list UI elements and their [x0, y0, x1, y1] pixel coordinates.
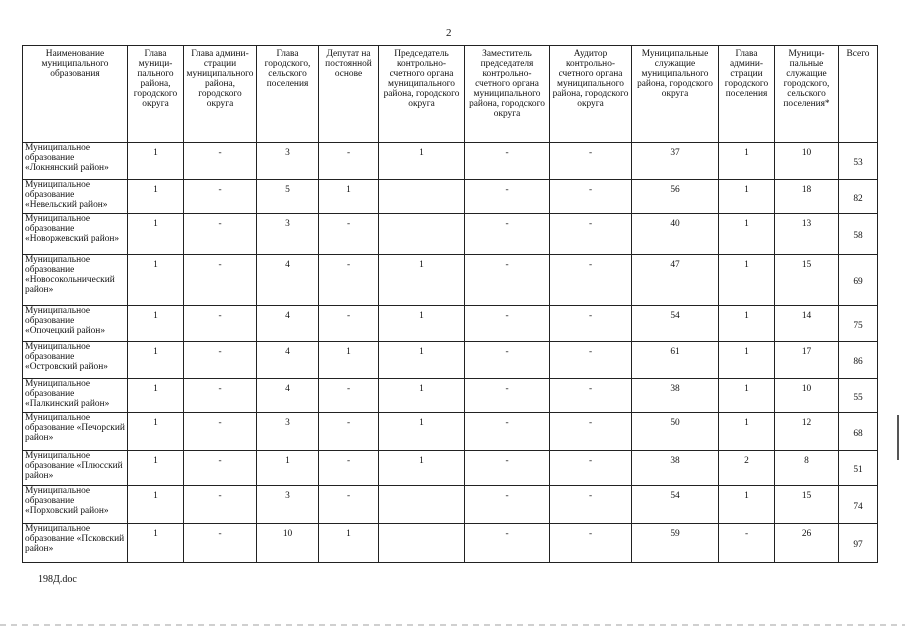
value-cell: 1: [319, 180, 379, 214]
col-header-settlement-head: Глава городского, сельского поселения: [257, 46, 319, 143]
value-cell: -: [550, 413, 632, 451]
value-cell: -: [184, 342, 257, 379]
value-cell: 3: [257, 413, 319, 451]
value-cell: [379, 486, 465, 524]
value-cell: 1: [128, 413, 184, 451]
value-cell: -: [465, 413, 550, 451]
col-header-audit-deputy-chair: Заместитель председателя контрольно-счетного органа муниципального района, городского округа: [465, 46, 550, 143]
col-header-auditor: Аудитор контрольно-счетного органа муниципального района, городского округа: [550, 46, 632, 143]
value-cell: 1: [128, 342, 184, 379]
col-header-deputy: Депутат на постоянной основе: [319, 46, 379, 143]
value-cell: 4: [257, 306, 319, 342]
municipality-name-cell: Муниципальное образование «Островский район»: [23, 342, 128, 379]
value-cell: -: [184, 255, 257, 306]
value-cell: -: [465, 143, 550, 180]
value-cell: 1: [719, 143, 775, 180]
value-cell: -: [550, 255, 632, 306]
value-cell: [379, 180, 465, 214]
total-cell: 82: [839, 180, 878, 214]
total-cell: 55: [839, 379, 878, 413]
value-cell: -: [184, 306, 257, 342]
value-cell: 1: [128, 451, 184, 486]
value-cell: 1: [719, 486, 775, 524]
value-cell: 1: [319, 342, 379, 379]
value-cell: 1: [719, 306, 775, 342]
value-cell: -: [550, 342, 632, 379]
value-cell: -: [550, 486, 632, 524]
table-row: [23, 342, 878, 379]
value-cell: 26: [775, 524, 839, 563]
total-cell: 75: [839, 306, 878, 342]
value-cell: 2: [719, 451, 775, 486]
value-cell: -: [184, 379, 257, 413]
value-cell: -: [465, 486, 550, 524]
value-cell: -: [465, 342, 550, 379]
value-cell: 1: [128, 306, 184, 342]
table-body: [23, 143, 878, 563]
value-cell: 17: [775, 342, 839, 379]
value-cell: 1: [379, 413, 465, 451]
table-row: [23, 413, 878, 451]
total-cell: 69: [839, 255, 878, 306]
value-cell: -: [550, 524, 632, 563]
value-cell: -: [319, 486, 379, 524]
value-cell: [379, 524, 465, 563]
value-cell: 40: [632, 214, 719, 255]
value-cell: 12: [775, 413, 839, 451]
value-cell: -: [184, 180, 257, 214]
table-row: [23, 214, 878, 255]
value-cell: 1: [128, 214, 184, 255]
value-cell: 3: [257, 214, 319, 255]
table-row: [23, 379, 878, 413]
municipality-name-cell: Муниципальное образование «Новоржевский район»: [23, 214, 128, 255]
col-header-district-head: Глава муници-пального района, городского округа: [128, 46, 184, 143]
scan-artifact-mark: [897, 415, 899, 460]
value-cell: 15: [775, 486, 839, 524]
col-header-name: Наименование муниципального образования: [23, 46, 128, 143]
value-cell: -: [319, 379, 379, 413]
col-header-district-servants: Муниципальные служащие муниципального района, городского округа: [632, 46, 719, 143]
value-cell: -: [550, 451, 632, 486]
municipality-name-cell: Муниципальное образование «Невельский район»: [23, 180, 128, 214]
value-cell: -: [184, 214, 257, 255]
value-cell: 1: [719, 180, 775, 214]
municipality-name-cell: Муниципальное образование «Печорский район»: [23, 413, 128, 451]
value-cell: 1: [379, 379, 465, 413]
value-cell: -: [465, 180, 550, 214]
value-cell: 1: [128, 143, 184, 180]
value-cell: -: [465, 214, 550, 255]
value-cell: 1: [379, 143, 465, 180]
value-cell: 1: [719, 379, 775, 413]
value-cell: 10: [775, 143, 839, 180]
value-cell: -: [550, 379, 632, 413]
table-row: [23, 180, 878, 214]
scan-artifact-line: [0, 624, 905, 626]
value-cell: -: [184, 451, 257, 486]
value-cell: 1: [128, 255, 184, 306]
municipality-name-cell: Муниципальное образование «Псковский район»: [23, 524, 128, 563]
col-header-admin-head: Глава админи-страции муниципального района, городского округа: [184, 46, 257, 143]
value-cell: 10: [775, 379, 839, 413]
value-cell: [379, 214, 465, 255]
table-row: [23, 255, 878, 306]
value-cell: 1: [128, 379, 184, 413]
value-cell: 10: [257, 524, 319, 563]
value-cell: 38: [632, 379, 719, 413]
value-cell: -: [184, 524, 257, 563]
value-cell: 3: [257, 486, 319, 524]
table-row: [23, 143, 878, 180]
value-cell: 13: [775, 214, 839, 255]
value-cell: 18: [775, 180, 839, 214]
value-cell: 59: [632, 524, 719, 563]
value-cell: 61: [632, 342, 719, 379]
value-cell: 8: [775, 451, 839, 486]
value-cell: 4: [257, 379, 319, 413]
value-cell: -: [319, 143, 379, 180]
total-cell: 86: [839, 342, 878, 379]
value-cell: -: [319, 306, 379, 342]
table-row: [23, 524, 878, 563]
value-cell: 50: [632, 413, 719, 451]
value-cell: 1: [257, 451, 319, 486]
value-cell: 1: [128, 486, 184, 524]
value-cell: 1: [379, 451, 465, 486]
value-cell: 1: [319, 524, 379, 563]
col-header-audit-chair: Председатель контрольно-счетного органа муниципального района, городского округа: [379, 46, 465, 143]
table-row: [23, 451, 878, 486]
value-cell: -: [719, 524, 775, 563]
document-filename: 198Д.doc: [38, 574, 77, 585]
value-cell: 4: [257, 342, 319, 379]
value-cell: 5: [257, 180, 319, 214]
table-row: [23, 486, 878, 524]
municipality-name-cell: Муниципальное образование «Порховский район»: [23, 486, 128, 524]
total-cell: 97: [839, 524, 878, 563]
value-cell: -: [184, 143, 257, 180]
value-cell: -: [465, 306, 550, 342]
table-header-row: [23, 46, 878, 143]
value-cell: 1: [719, 255, 775, 306]
value-cell: 4: [257, 255, 319, 306]
value-cell: 3: [257, 143, 319, 180]
value-cell: 1: [379, 342, 465, 379]
value-cell: 1: [379, 255, 465, 306]
municipality-name-cell: Муниципальное образование «Локнянский район»: [23, 143, 128, 180]
value-cell: -: [184, 486, 257, 524]
value-cell: 54: [632, 486, 719, 524]
col-header-settlement-servants: Муници-пальные служащие городского, сельского поселения*: [775, 46, 839, 143]
municipality-name-cell: Муниципальное образование «Опочецкий район»: [23, 306, 128, 342]
value-cell: -: [319, 214, 379, 255]
value-cell: 47: [632, 255, 719, 306]
value-cell: -: [550, 306, 632, 342]
staffing-table: [22, 45, 878, 563]
value-cell: -: [465, 379, 550, 413]
value-cell: -: [550, 180, 632, 214]
value-cell: -: [465, 451, 550, 486]
total-cell: 53: [839, 143, 878, 180]
value-cell: 54: [632, 306, 719, 342]
col-header-total: Всего: [839, 46, 878, 143]
municipality-name-cell: Муниципальное образование «Палкинский район»: [23, 379, 128, 413]
value-cell: -: [184, 413, 257, 451]
value-cell: 14: [775, 306, 839, 342]
total-cell: 68: [839, 413, 878, 451]
value-cell: 56: [632, 180, 719, 214]
value-cell: -: [319, 451, 379, 486]
value-cell: 1: [379, 306, 465, 342]
value-cell: -: [465, 524, 550, 563]
total-cell: 51: [839, 451, 878, 486]
value-cell: -: [319, 413, 379, 451]
value-cell: 1: [719, 413, 775, 451]
value-cell: 1: [128, 524, 184, 563]
table-row: [23, 306, 878, 342]
col-header-settlement-admin-head: Глава админи-страции городского поселения: [719, 46, 775, 143]
value-cell: 15: [775, 255, 839, 306]
value-cell: -: [319, 255, 379, 306]
page-number: 2: [446, 27, 452, 39]
value-cell: 1: [719, 214, 775, 255]
municipality-name-cell: Муниципальное образование «Новосокольнический район»: [23, 255, 128, 306]
total-cell: 74: [839, 486, 878, 524]
total-cell: 58: [839, 214, 878, 255]
value-cell: 37: [632, 143, 719, 180]
value-cell: 1: [128, 180, 184, 214]
value-cell: 38: [632, 451, 719, 486]
value-cell: -: [550, 214, 632, 255]
municipality-name-cell: Муниципальное образование «Плюсский район»: [23, 451, 128, 486]
value-cell: 1: [719, 342, 775, 379]
value-cell: -: [465, 255, 550, 306]
value-cell: -: [550, 143, 632, 180]
